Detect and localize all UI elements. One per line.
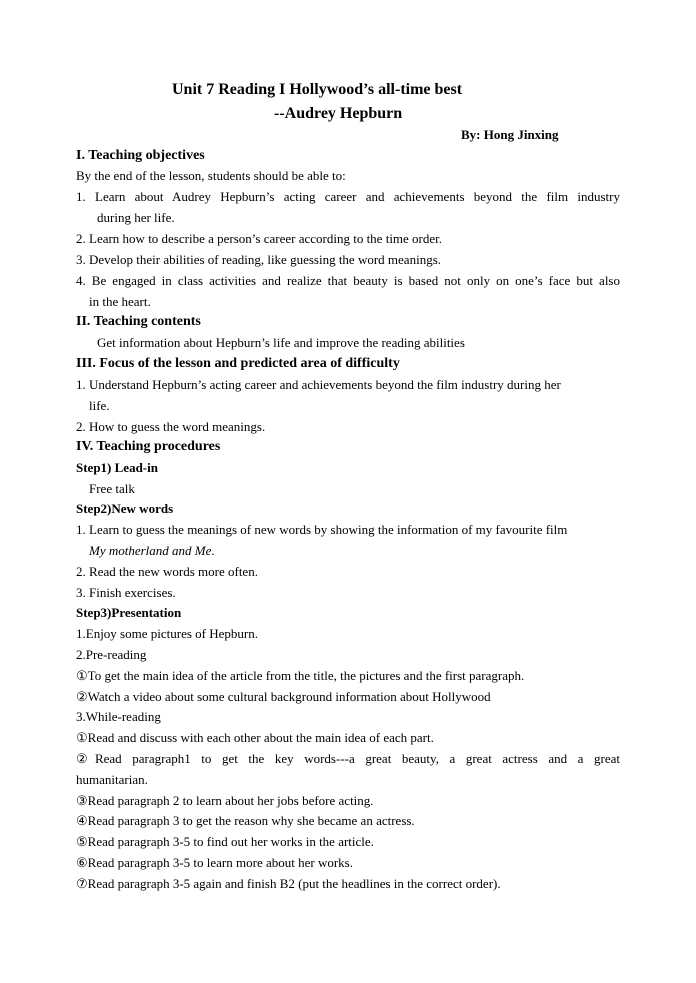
step-3-line-7: ②Read paragraph1 to get the key words---a great beauty, a great actress and a great [76, 751, 620, 766]
step-2-item-1: 1. Learn to guess the meanings of new words by showing the information of my favourite film [76, 522, 568, 537]
step-3-line-9: ④Read paragraph 3 to get the reason why she became an actress. [76, 813, 415, 828]
step-1-text: Free talk [89, 481, 135, 496]
section-2-heading: II. Teaching contents [76, 314, 201, 329]
objective-3: 3. Develop their abilities of reading, like guessing the word meanings. [76, 252, 441, 267]
objective-2: 2. Learn how to describe a person’s career according to the time order. [76, 231, 443, 246]
focus-1-cont: life. [89, 398, 110, 413]
step-2-item-3: 3. Finish exercises. [76, 585, 176, 600]
author-byline: By: Hong Jinxing [461, 127, 559, 142]
step-3-line-3: ①To get the main idea of the article from the title, the pictures and the first paragraph. [76, 668, 525, 683]
step-2-item-1-cont [89, 543, 215, 559]
step-3-line-4: ②Watch a video about some cultural background information about Hollywood [76, 689, 491, 704]
objective-1: 1. Learn about Audrey Hepburn’s acting career and achievements beyond the film industry [76, 189, 620, 204]
step-3-line-1: 1.Enjoy some pictures of Hepburn. [76, 626, 258, 641]
step-3-line-6: ①Read and discuss with each other about the main idea of each part. [76, 730, 434, 745]
section-4-heading: IV. Teaching procedures [76, 439, 221, 454]
focus-1: 1. Understand Hepburn’s acting career and achievements beyond the film industry during her [76, 377, 561, 392]
section-1-heading: I. Teaching objectives [76, 148, 205, 163]
section-1-intro: By the end of the lesson, students should be able to: [76, 168, 346, 183]
film-title: My motherland and Me [89, 543, 212, 558]
step-2-heading: Step2)New words [76, 501, 174, 516]
section-3-heading: III. Focus of the lesson and predicted area of difficulty [76, 356, 400, 371]
title-line-1: Unit 7 Reading I Hollywood’s all-time best [172, 81, 463, 98]
step-3-line-2: 2.Pre-reading [76, 647, 147, 662]
step-3-line-5: 3.While-reading [76, 709, 161, 724]
step-2-item-2: 2. Read the new words more often. [76, 564, 258, 579]
objective-4: 4. Be engaged in class activities and realize that beauty is based not only on one’s face but also [76, 273, 620, 288]
step-3-heading: Step3)Presentation [76, 605, 182, 620]
objective-4-cont: in the heart. [89, 294, 151, 309]
step-3-line-7-cont: humanitarian. [76, 772, 148, 787]
film-title-period: . [211, 543, 215, 558]
step-3-line-10: ⑤Read paragraph 3-5 to find out her works in the article. [76, 834, 374, 849]
focus-2: 2. How to guess the word meanings. [76, 419, 266, 434]
title-line-2: --Audrey Hepburn [274, 105, 403, 122]
objective-1-cont: during her life. [97, 210, 175, 225]
section-2-text: Get information about Hepburn’s life and improve the reading abilities [97, 335, 465, 350]
step-3-line-11: ⑥Read paragraph 3-5 to learn more about her works. [76, 855, 353, 870]
step-1-heading: Step1) Lead-in [76, 460, 158, 475]
step-3-line-12: ⑦Read paragraph 3-5 again and finish B2 (put the headlines in the correct order). [76, 876, 501, 891]
step-3-line-8: ③Read paragraph 2 to learn about her jobs before acting. [76, 793, 374, 808]
